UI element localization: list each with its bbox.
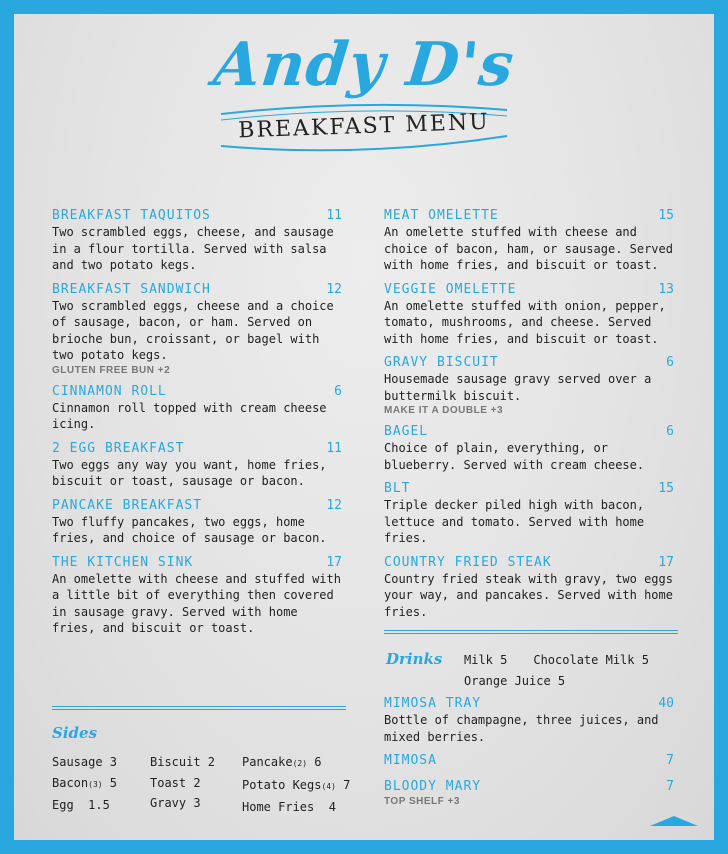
sides-column <box>52 752 117 816</box>
item-name: BAGEL <box>384 424 429 439</box>
side-item: Potato Kegs(4) 7 <box>242 777 351 792</box>
item-description: Two scrambled eggs, cheese, and sausage in a flour tortilla. Served with salsa and two potato kegs. <box>52 225 334 272</box>
item-description: Bottle of champagne, three juices, and mixed berries. <box>384 713 659 744</box>
cocktail-items <box>384 696 680 815</box>
menu-item <box>384 424 680 473</box>
item-description: Housemade sausage gravy served over a buttermilk biscuit. <box>384 372 652 403</box>
item-price: 17 <box>326 554 342 570</box>
sides-title: Sides <box>52 724 98 742</box>
item-name: BREAKFAST TAQUITOS <box>52 208 211 223</box>
sides-column <box>150 752 215 814</box>
item-description: Two fluffy pancakes, two eggs, home fries, and choice of sausage or bacon. <box>52 514 327 545</box>
item-name: COUNTRY FRIED STEAK <box>384 554 552 570</box>
item-description: Choice of plain, everything, or blueberry. Served with cream cheese. <box>384 441 645 472</box>
item-name: 2 EGG BREAKFAST <box>52 440 185 456</box>
item-price: 6 <box>334 383 342 399</box>
side-item: Toast 2 <box>150 775 201 790</box>
item-name: MIMOSA TRAY <box>384 696 482 711</box>
item-name: BREAKFAST SANDWICH <box>52 281 211 297</box>
item-description: Cinnamon roll topped with cream cheese icing. <box>52 400 327 431</box>
menu-item <box>384 208 680 274</box>
item-note: TOP SHELF +3 <box>384 796 460 807</box>
item-price: 12 <box>326 281 342 297</box>
item-price: 6 <box>666 424 674 439</box>
side-item: Pancake(2) 6 <box>242 755 322 769</box>
item-price: 7 <box>666 779 674 794</box>
menu-page <box>14 14 714 840</box>
side-item: Gravy 3 <box>150 796 201 810</box>
item-description: Two eggs any way you want, home fries, biscuit or toast, sausage or bacon. <box>52 457 327 488</box>
side-item: Bacon(3) 5 <box>52 775 118 790</box>
menu-item <box>384 779 680 807</box>
item-name: BLOODY MARY <box>384 779 482 794</box>
item-price: 11 <box>326 440 342 456</box>
menu-item <box>384 696 680 745</box>
item-name: GRAVY BISCUIT <box>384 355 499 370</box>
item-description: An omelette stuffed with onion, pepper, tomato, mushrooms, and cheese. Served with home fries, and biscuit or toast. <box>384 298 666 346</box>
item-name: BLT <box>384 481 411 496</box>
drinks-title: Drinks <box>386 650 443 668</box>
item-name: MEAT OMELETTE <box>384 208 499 223</box>
right-menu-column <box>384 208 680 628</box>
drink-item: Chocolate Milk 5 <box>533 653 649 667</box>
side-item: Egg 1.5 <box>52 798 110 812</box>
item-name: VEGGIE OMELETTE <box>384 281 517 297</box>
section-divider <box>52 706 346 710</box>
item-note: MAKE IT A DOUBLE +3 <box>384 405 504 416</box>
menu-item <box>52 208 348 274</box>
menu-item <box>384 481 680 547</box>
item-name: THE KITCHEN SINK <box>52 554 194 570</box>
side-item: Biscuit 2 <box>150 755 216 769</box>
item-description: Two scrambled eggs, cheese and a choice of sausage, bacon, or ham. Served on brioche bun, croissant, or bagel with two potato kegs. <box>52 298 334 362</box>
menu-item <box>384 555 680 621</box>
item-note: GLUTEN FREE BUN +2 <box>52 364 171 376</box>
item-price: 7 <box>666 753 674 768</box>
side-item: Sausage 3 <box>52 755 118 769</box>
item-price: 6 <box>666 355 674 370</box>
item-description: Country fried steak with gravy, two eggs your way, and pancakes. Served with home fries. <box>384 571 673 619</box>
item-description: Triple decker piled high with bacon, lettuce and tomato. Served with home fries. <box>384 498 645 545</box>
sides-column <box>242 752 350 818</box>
menu-item <box>52 441 348 490</box>
item-price: 15 <box>658 481 674 496</box>
menu-item <box>52 384 348 433</box>
menu-item <box>52 282 348 376</box>
item-name: PANCAKE BREAKFAST <box>52 497 203 513</box>
section-divider <box>384 630 678 634</box>
restaurant-name: Andy D's <box>210 30 518 100</box>
side-item: Home Fries 4 <box>242 800 336 814</box>
menu-item <box>52 498 348 547</box>
item-description: An omelette stuffed with cheese and choice of bacon, ham, or sausage. Served with home fries, and biscuit or toast. <box>384 225 673 272</box>
menu-item <box>384 355 680 416</box>
item-name: CINNAMON ROLL <box>52 383 167 399</box>
menu-item <box>384 282 680 348</box>
menu-item <box>52 555 348 637</box>
item-price: 13 <box>658 281 674 297</box>
item-price: 15 <box>658 208 674 223</box>
item-price: 12 <box>326 497 342 513</box>
item-price: 40 <box>658 696 674 711</box>
left-menu-column <box>52 208 348 645</box>
drinks-list <box>464 650 684 692</box>
drink-item: Orange Juice 5 <box>464 674 566 688</box>
drink-item: Milk 5 <box>464 653 508 667</box>
item-description: An omelette with cheese and stuffed with a little bit of everything then covered in sausage gravy. Served with home fries, and biscuit or toast. <box>52 571 341 635</box>
item-name: MIMOSA <box>384 753 437 768</box>
subtitle-banner <box>219 100 509 160</box>
item-price: 17 <box>658 554 674 570</box>
menu-subtitle: BREAKFAST MENU <box>237 109 491 144</box>
menu-item <box>384 753 680 769</box>
page-notch <box>650 816 698 826</box>
item-price: 11 <box>326 208 342 223</box>
